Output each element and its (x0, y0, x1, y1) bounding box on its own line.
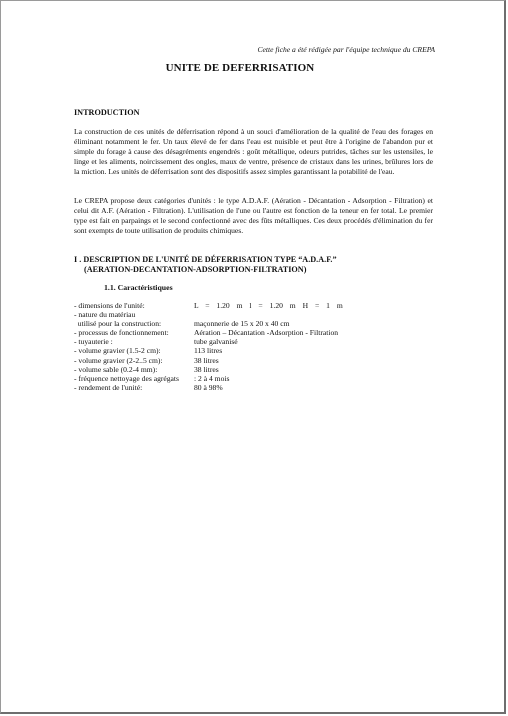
document-title: UNITE DE DEFERRISATION (165, 62, 315, 74)
spec-value: 38 litres (194, 364, 219, 374)
spec-value: : 2 à 4 mois (194, 373, 230, 383)
credit-line: Cette fiche a été rédigée par l'équipe technique du CREPA (257, 45, 435, 54)
spec-label: utilisé pour la construction: (74, 319, 162, 329)
section-heading-line-1: I . DESCRIPTION DE L'UNITÉ DE DÉFERRISATION TYPE “A.D.A.F.” (74, 255, 337, 264)
spec-label: - volume gravier (1.5-2 cm): (74, 346, 161, 356)
spec-value: maçonnerie de 15 x 20 x 40 cm (194, 319, 290, 329)
spec-value: 38 litres (194, 355, 219, 365)
section-heading (74, 255, 337, 275)
spec-label: - nature du matériau (74, 310, 136, 320)
spec-value: Aération – Décantation -Adsorption - Filtration (194, 328, 339, 338)
spec-value: L = 1.20 m l = 1.20 m H = 1 m (194, 301, 343, 310)
spec-label: - fréquence nettoyage des agrégats (74, 373, 179, 383)
introduction-paragraph-1: La construction de ces unités de déferrisation répond à un souci d'amélioration de la qualité de l'eau des forages en éliminant notamment le fer. Un taux élevé de fer dans l'eau est nuisible et peut être à l'origine de l'abandon pur et simple du forage à cause des désagréments engendrés : goût métallique, odeurs putrides, tâches sur les ustensiles, le linge et les aliments, noircissement des ongles, maux de ventre, présence de cristaux dans les urines, brûlures lors de la miction. Les unités de déferrisation sont des dispositifs assez simples garantissant la potabilité de l'eau. (74, 127, 433, 176)
spec-value: 80 à 98% (194, 382, 223, 392)
spec-label: - rendement de l'unité: (74, 382, 143, 392)
spec-label: - dimensions de l'unité: (74, 301, 145, 310)
spec-label: - processus de fonctionnement: (74, 328, 169, 338)
introduction-heading: INTRODUCTION (74, 108, 140, 117)
spec-value: 113 litres (194, 346, 223, 356)
introduction-paragraph-2: Le CREPA propose deux catégories d'unités : le type A.D.A.F. (Aération - Décantation - Adsorption - Filtration) et celui dit A.F. (Aération - Filtration). L'utilisation de l'une ou l'autre est fonction de la teneur en fer total. Le premier type est fait en parpaings et le second confectionné avec des fûts métalliques. Ces deux procédés d'élimination du fer sont exempts de toute utilisation de produits chimiques. (74, 196, 433, 235)
spec-value: tube galvanisé (194, 337, 238, 347)
spec-label: - tuyauterie : (74, 337, 113, 347)
spec-label: - volume gravier (2-2..5 cm): (74, 355, 163, 365)
section-heading-line-2: (AERATION-DECANTATION-ADSORPTION-FILTRATION) (84, 265, 307, 274)
spec-label: - volume sable (0.2-4 mm): (74, 364, 158, 374)
subsection-heading: 1.1. Caractéristiques (104, 283, 173, 292)
